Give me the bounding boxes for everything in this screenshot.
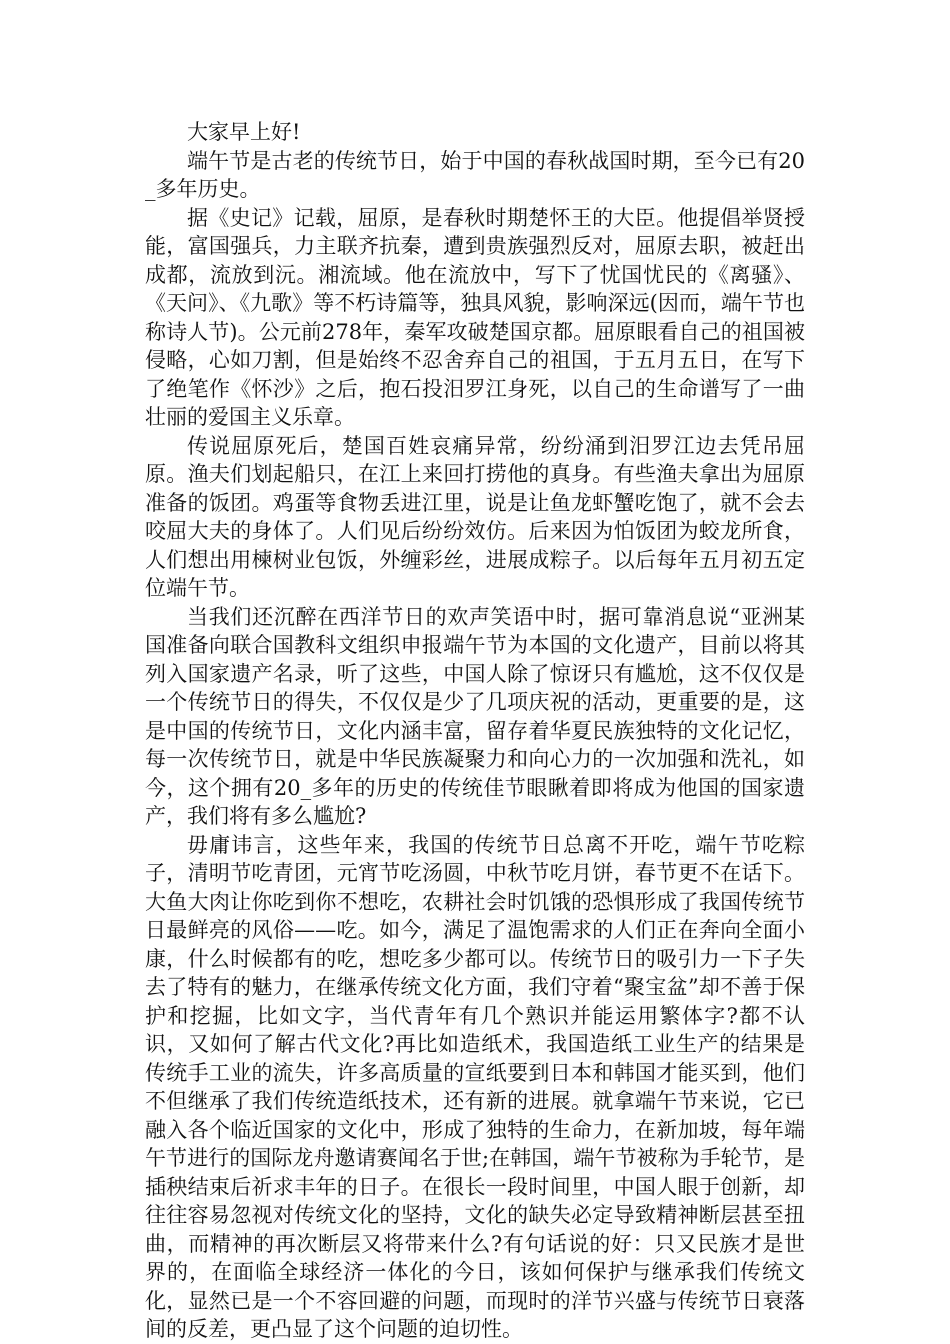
document-body <box>145 118 805 1344</box>
paragraph-festival-origin: 端午节是古老的传统节日，始于中国的春秋战国时期，至今已有20_多年历史。 <box>145 148 805 201</box>
greeting-paragraph: 大家早上好! <box>187 120 301 144</box>
paragraph-heritage-concern: 当我们还沉醉在西洋节日的欢声笑语中时，据可靠消息说“亚洲某国准备向联合国教科文组织申报端午节为本国的文化遗产，目前以将其列入国家遗产名录，听了这些，中国人除了惊讶只有尴尬，这不仅仅是一个传统节日的得失，不仅仅是少了几项庆祝的活动，更重要的是，这是中国的传统节日，文化内涵丰富，留存着华夏民族独特的文化记忆，每一次传统节日，就是中华民族凝聚力和向心力的一次加强和洗礼，如今，这个拥有20_多年的历史的传统佳节眼瞅着即将成为他国的国家遗产，我们将有多么尴尬? <box>145 604 805 828</box>
paragraph-legend: 传说屈原死后，楚国百姓哀痛异常，纷纷涌到汨罗江边去凭吊屈原。渔夫们划起船只，在江上来回打捞他的真身。有些渔夫拿出为屈原准备的饭团。鸡蛋等食物丢进江里，说是让鱼龙虾蟹吃饱了，就不会去咬屈大夫的身体了。人们见后纷纷效仿。后来因为怕饭团为蛟龙所食，人们想出用楝树业包饭，外缠彩丝，进展成粽子。以后每年五月初五定位端午节。 <box>145 433 805 600</box>
paragraph-tradition-reflection: 毋庸讳言，这些年来，我国的传统节日总离不开吃，端午节吃粽子，清明节吃青团，元宵节吃汤圆，中秋节吃月饼，春节更不在话下。大鱼大肉让你吃到你不想吃，农耕社会时饥饿的恐惧形成了我国传统节日最鲜亮的风俗——吃。如今，满足了温饱需求的人们正在奔向全面小康，什么时候都有的吃，想吃多少都可以。传统节日的吸引力一下子失去了特有的魅力，在继承传统文化方面，我们守着“聚宝盆”却不善于保护和挖掘，比如文字，当代青年有几个熟识并能运用繁体字?都不认识，又如何了解古代文化?再比如造纸术，我国造纸工业生产的结果是传统手工业的流失，许多高质量的宣纸要到日本和韩国才能买到，他们不但继承了我们传统造纸技术，还有新的进展。就拿端午节来说，它已融入各个临近国家的文化中，形成了独特的生命力，在新加坡，每年端午节进行的国际龙舟邀请赛闻名于世;在韩国，端午节被称为手轮节，是插秧结束后祈求丰年的日子。在很长一段时间里，中国人眼于创新，却往往容易忽视对传统文化的坚持，文化的缺失必定导致精神断层甚至扭曲，而精神的再次断层又将带来什么?有句话说的好：只又民族才是世界的，在面临全球经济一体化的今日，该如何保护与继承我们传统文化，显然已是一个不容回避的问题，而现时的洋节兴盛与传统节日衰落间的反差，更凸显了这个问题的迫切性。 <box>145 832 805 1341</box>
paragraph-qu-yuan-history: 据《史记》记载，屈原，是春秋时期楚怀王的大臣。他提倡举贤授能，富国强兵，力主联齐抗秦，遭到贵族强烈反对，屈原去职，被赶出成都，流放到沅。湘流域。他在流放中，写下了忧国忧民的《离骚》、《天问》、《九歌》等不朽诗篇等，独具风貌，影响深远(因而，端午节也称诗人节)。公元前278年，秦军攻破楚国京都。屈原眼看自己的祖国被侵略，心如刀割，但是始终不忍舍弃自己的祖国，于五月五日，在写下了绝笔作《怀沙》之后，抱石投汨罗江身死，以自己的生命谱写了一曲壮丽的爱国主义乐章。 <box>145 205 805 429</box>
